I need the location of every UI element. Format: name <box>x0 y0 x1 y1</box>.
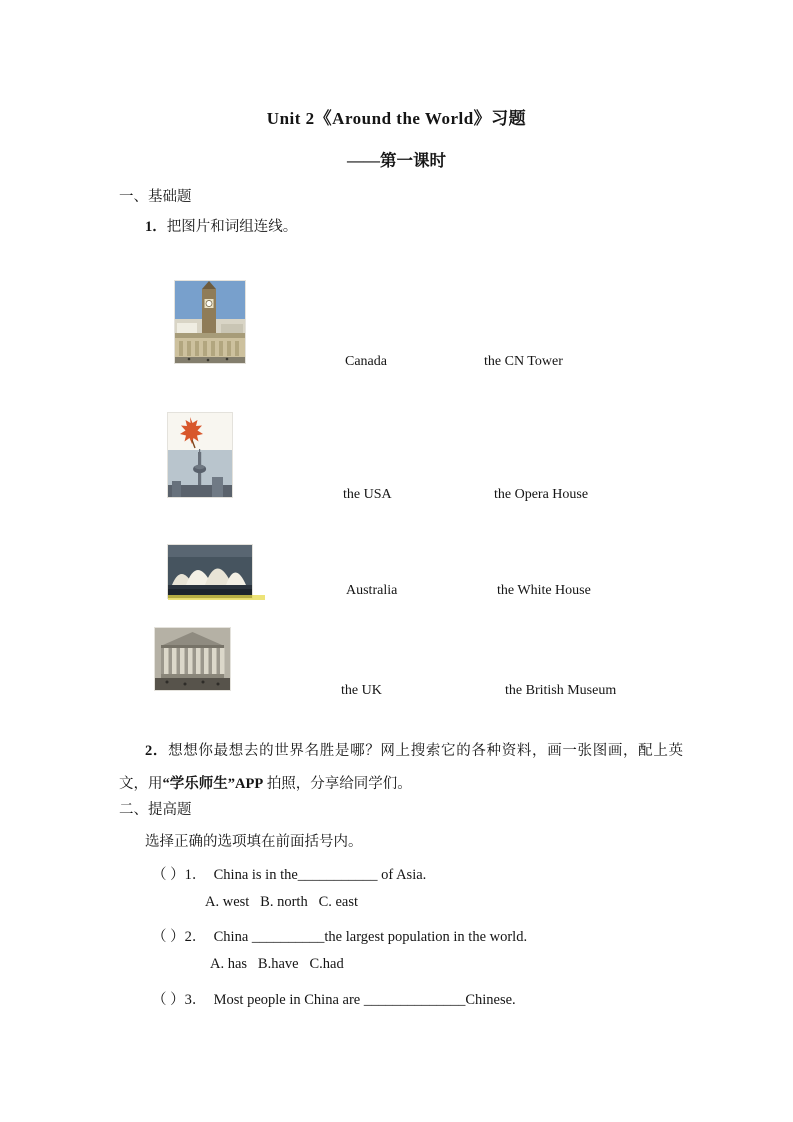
question-2-text-start: 想想你最想去的世界名胜是哪？网上搜索它的各种资料，画一张图画，配上英文，用 <box>119 743 684 792</box>
match-landmark-british-museum: the British Museum <box>505 683 617 698</box>
question-1-text: 把图片和词组连线。 <box>166 219 298 235</box>
page-title: Unit 2《Around the World》习题 <box>266 109 527 128</box>
match-country-australia: Australia <box>346 583 398 598</box>
maple-leaf-cn-tower-illustration <box>168 413 232 497</box>
match-country-uk: the UK <box>341 683 382 698</box>
section-advanced-heading: 二、提高题 <box>119 802 192 818</box>
mcq-3-question: （ ）3． Most people in China are ______________Chinese. <box>152 992 516 1008</box>
opera-house-illustration <box>168 545 252 598</box>
match-country-canada: Canada <box>345 354 387 369</box>
sydney-opera-house-photo <box>168 545 252 598</box>
mcq-instruction: 选择正确的选项填在前面括号内。 <box>145 834 363 850</box>
question-1-number: 1． <box>145 219 167 235</box>
mcq-1-question: （ ）1． China is in the___________ of Asia. <box>152 867 427 883</box>
question-2-number: 2． <box>145 743 169 759</box>
yellow-highlight-mark <box>168 595 265 600</box>
maple-leaf-and-cn-tower-photo <box>168 413 232 497</box>
british-museum-photo <box>155 628 230 690</box>
question-2-text-end: 拍照，分享给同学们。 <box>263 776 412 792</box>
match-landmark-white-house: the White House <box>497 583 591 598</box>
question-2-app-name: “学乐师生”APP <box>162 776 264 792</box>
section-basic-heading: 一、基础题 <box>119 189 192 205</box>
mcq-2-question: （ ）2． China __________the largest population in the world. <box>152 929 528 945</box>
match-country-usa: the USA <box>343 487 392 502</box>
match-landmark-cn-tower: the CN Tower <box>484 354 563 369</box>
match-landmark-opera-house: the Opera House <box>494 487 589 502</box>
mcq-1-options: A. west B. north C. east <box>205 894 359 910</box>
mcq-2-options: A. has B.have C.had <box>210 956 344 972</box>
big-ben-illustration <box>175 281 245 363</box>
british-museum-illustration <box>155 628 230 690</box>
question-1-label <box>145 218 297 238</box>
page-subtitle: ——第一课时 <box>347 151 446 170</box>
question-2-paragraph <box>119 735 683 801</box>
big-ben-and-parliament-photo <box>175 281 245 363</box>
